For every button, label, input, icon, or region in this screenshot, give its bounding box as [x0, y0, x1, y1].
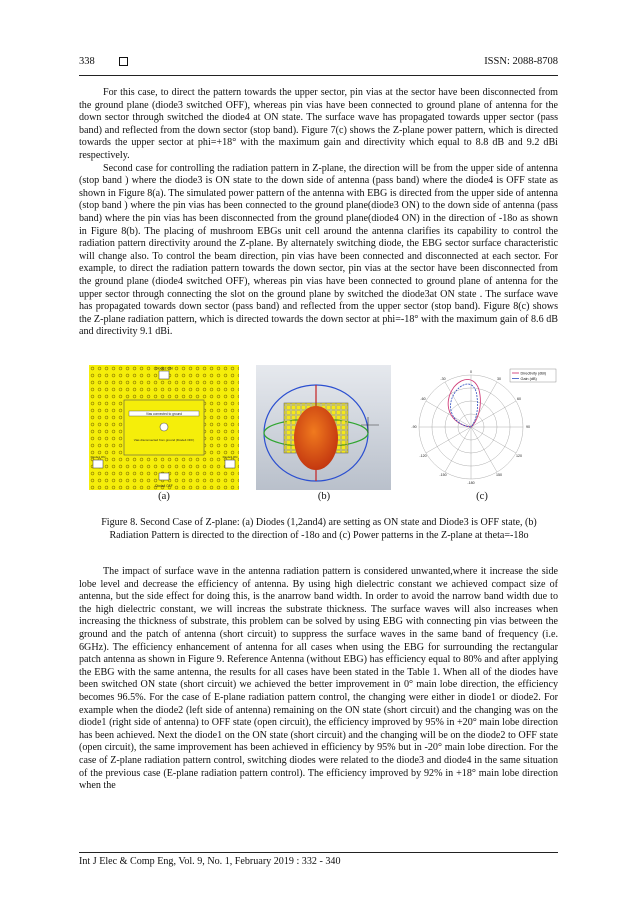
page-footer: Int J Elec & Comp Eng, Vol. 9, No. 1, February 2019 : 332 - 340	[79, 856, 341, 867]
legend-directivity: Directivity (dBi)	[520, 371, 547, 376]
angle-neg120: -120	[419, 454, 427, 458]
label-diode2-on: Diode2 ON	[155, 366, 173, 371]
angle-neg180: -180	[467, 481, 475, 485]
label-vias-connected: Vias connected to ground	[145, 411, 183, 416]
angle-90: 90	[526, 425, 530, 429]
panel-a-label: (a)	[158, 491, 170, 502]
header-rule	[79, 75, 558, 76]
paragraph-3: The impact of surface wave in the antenna radiation pattern is considered unwanted,where it increase the side lobe level and decrease the efficiency of antenna. By using high dielectric constant we achieved compact size of antenna, but the side effect for doing this, is the anarrow band width. In order to avoid the narrow band width due to the high dielectric constant, we will increas the substrate thickness. The surface waves will also increases when increasing the thickness of substrate, this problem can be solved by using EBG with connecting pin vias between the ground and the patch of antenna (short circuit) to suppress the surface waves in the same band of frequency (i.e. 6GHz). The efficiency enhancement of antenna for all cases when using the EBG for surrounding the rectangular patch antenna as shown in Figure 9. Reference Antenna (without EBG) has efficiency equal to 80% and after applying the EBG with the same antenna, the results for all cases have been stated in the Table 1. When all of the diodes have been switched ON state (short circuit) we achieved the better improvement in 0° main lobe direction, the efficiency becomes 96.5%. For the case of E-plane radiation pattern control, the changing were either in diode1 or diode2. For example when the diode2 (left side of antenna) remaining on the ON state (short circuit) and the changing was on the diode1 (right side of antenna) to OFF state (open circuit), the efficiency improved by 95% in +20° main lobe direction has been achieved. Next the diode1 on the ON state (short circuit) and the changing will be on the diode2 to OFF state (open circuit), the same improvement has been achieved in efficiency by 95% but in -20° main lobe direction. For the case of Z-plane radiation pattern control, switching diodes were related to the diode3 and diode4 in the same situation of the previous case (E-plane radiation pattern control). The efficiency improved by 92% in +18° main lobe direction when the	[79, 566, 558, 792]
caption-line-2: Radiation Pattern is directed to the direction of -18o and (c) Power patterns in the Z-plane at theta=-18o	[109, 530, 529, 541]
angle-neg150: -150	[439, 473, 447, 477]
paragraph-1: For this case, to direct the pattern towards the upper sector, pin vias at the sector have been disconnected from the ground plane (diode3 switched OFF), whereas pin vias have been connected to ground plane of antenna for the down sector through switched the diode4 at ON state. The surface wave has propagated towards upper sector (pass band) and reflected from the down sector (stop band). Figure 7(c) shows the Z-plane power pattern, which is directed towards the upper sector at phi=+18° with the maximum gain and directivity which equal to 8.8 dB and 9.2 dBi respectively.	[79, 87, 558, 161]
label-diode4-off: Diode4 OFF	[155, 484, 173, 488]
body-text-bottom	[79, 566, 558, 793]
caption-line-1: Figure 8. Second Case of Z-plane: (a) Diodes (1,2and4) are setting as ON state and Diode3 is OFF state, (b)	[101, 517, 537, 528]
panel-a	[89, 365, 239, 490]
page-number: 338	[79, 56, 95, 67]
angle-150: 150	[496, 473, 502, 477]
angle-60: 60	[517, 397, 521, 401]
figure-caption	[90, 516, 548, 542]
issn: ISSN: 2088-8708	[484, 56, 558, 67]
figure-8	[79, 365, 558, 510]
legend-gain: Gain (dB)	[520, 377, 537, 381]
panel-c	[406, 365, 558, 490]
body-text-top	[79, 87, 558, 339]
angle-30: 30	[497, 377, 501, 381]
angle-0: 0	[470, 370, 472, 374]
label-diode1: Diode1 ON	[90, 455, 106, 459]
footer-rule	[79, 852, 558, 853]
panel-b	[256, 365, 391, 490]
angle-neg90: -90	[411, 425, 417, 429]
angle-neg30: -30	[440, 377, 446, 381]
angle-120: 120	[516, 454, 522, 458]
panel-c-label: (c)	[476, 491, 488, 502]
label-vias-disconnected: Vias disconnected from ground (Diode4 OFF)	[133, 438, 195, 442]
paragraph-2: Second case for controlling the radiation pattern in Z-plane, the direction will be from the upper side of antenna (stop band ) where the diode3 is ON state to the down side of antenna (pass band) where the diode4 is OFF state as shown in Figure 8(a). The simulated power pattern of the antenna with EBG is directed from the upper side of antenna (stop band ) where the pin vias has been connected to the ground plane(diode3 ON) to the down side of antenna (pass band) where the pin vias has been disconnected from the ground plane(diode4 ON) in the direction of -18o as shown in Figure 8(b). The placing of mushroom EBGs unit cell around the antenna clarifies its capability to control the radiation pattern directivity around the Z-plane. By alternately switching diode, the EBG sector surface characteristic will change also. To control the beam direction, pin vias have been connected and disconnected at each sector. For example, to direct the radiation pattern towards the down sector, pin vias at the sector have been disconnected from the ground plane (diode4 switched OFF), whereas pin vias have been connected to ground plane of antenna for the upper sector through connecting the slot on the ground plane by switched the diode3at ON state . The surface wave has propagated towards down sector (pass band) and reflected from the upper sector (stop band). Figure 8(c) shows the Z-plane radiation pattern, which is directed towards the down sector at phi=-18° with the maximum gain of 8.6 dB and directivity 9.1 dBi.	[79, 162, 558, 338]
label-diode-right: Diode3 ON	[222, 455, 238, 459]
square-icon	[119, 57, 128, 66]
angle-neg60: -60	[420, 397, 426, 401]
panel-b-label: (b)	[317, 491, 331, 502]
page-header	[79, 56, 558, 72]
